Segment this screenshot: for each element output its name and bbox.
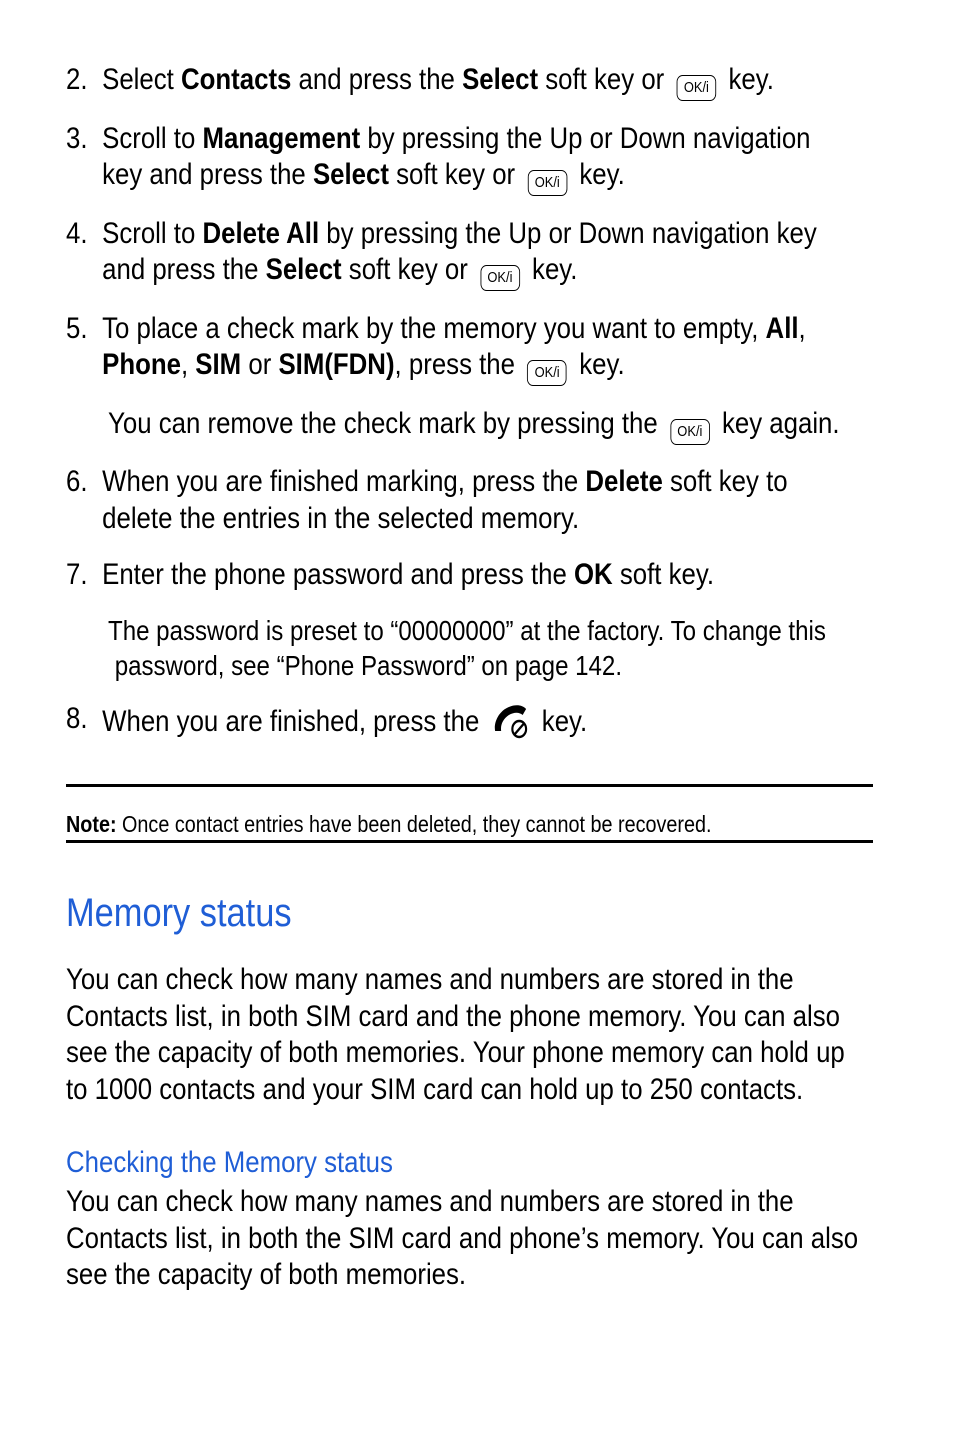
step-7-note: The password is preset to “00000000” at the factory. To change this password, see “Phone Password” on page 142. <box>108 614 826 681</box>
step-8: 8. When you are finished, press the key. <box>66 701 896 741</box>
note-top-rule <box>66 784 873 787</box>
section-title: Memory status <box>66 891 292 935</box>
step-6: 6. When you are finished marking, press the Delete soft key to delete the entries in the selected memory. <box>66 465 788 535</box>
ok-key-icon: OK/i <box>480 265 520 291</box>
ok-key-icon: OK/i <box>670 419 710 445</box>
subsection-title: Checking the Memory status <box>66 1146 393 1179</box>
step-5-note: You can remove the check mark by pressing the OK/i key again. <box>108 406 896 445</box>
step-number: 8. <box>66 701 88 735</box>
step-7: 7. Enter the phone password and press the OK soft key. <box>66 557 896 594</box>
step-number: 2. <box>66 63 88 96</box>
ok-key-icon: OK/i <box>677 75 717 101</box>
step-number: 3. <box>66 121 88 155</box>
subsection-paragraph: You can check how many names and numbers are stored in the Contacts list, in both the SIM card and phone’s memory. You can also see the capacity of both memories. <box>66 1185 859 1291</box>
ok-key-icon: OK/i <box>527 360 567 386</box>
note-bottom-rule <box>66 840 873 843</box>
note-label: Note: <box>66 811 117 837</box>
step-4: 4. Scroll to Delete All by pressing the Up or Down navigation key and press the Select soft key or OK/i key. <box>66 216 896 292</box>
note <box>66 810 817 838</box>
step-number: 4. <box>66 216 88 250</box>
step-5: 5. To place a check mark by the memory you want to empty, All, Phone, SIM or SIM(FDN), press the OK/i key. <box>66 311 896 387</box>
step-list <box>66 62 896 760</box>
section-paragraph: You can check how many names and numbers are stored in the Contacts list, in both SIM card and the phone memory. You can also see the capacity of both memories. Your phone memory can hold up to 1000 contacts and your SIM card can hold up to 250 contacts. <box>66 963 845 1106</box>
note-text: Once contact entries have been deleted, they cannot be recovered. <box>116 811 712 837</box>
end-call-key-icon <box>492 701 530 741</box>
step-number: 5. <box>66 311 88 345</box>
step-2: 2. Select Contacts and press the Select soft key or OK/i key. <box>66 62 896 101</box>
step-number: 7. <box>66 557 88 591</box>
ok-key-icon: OK/i <box>527 170 567 196</box>
step-3: 3. Scroll to Management by pressing the Up or Down navigation key and press the Select soft key or OK/i key. <box>66 121 896 197</box>
step-number: 6. <box>66 465 88 498</box>
